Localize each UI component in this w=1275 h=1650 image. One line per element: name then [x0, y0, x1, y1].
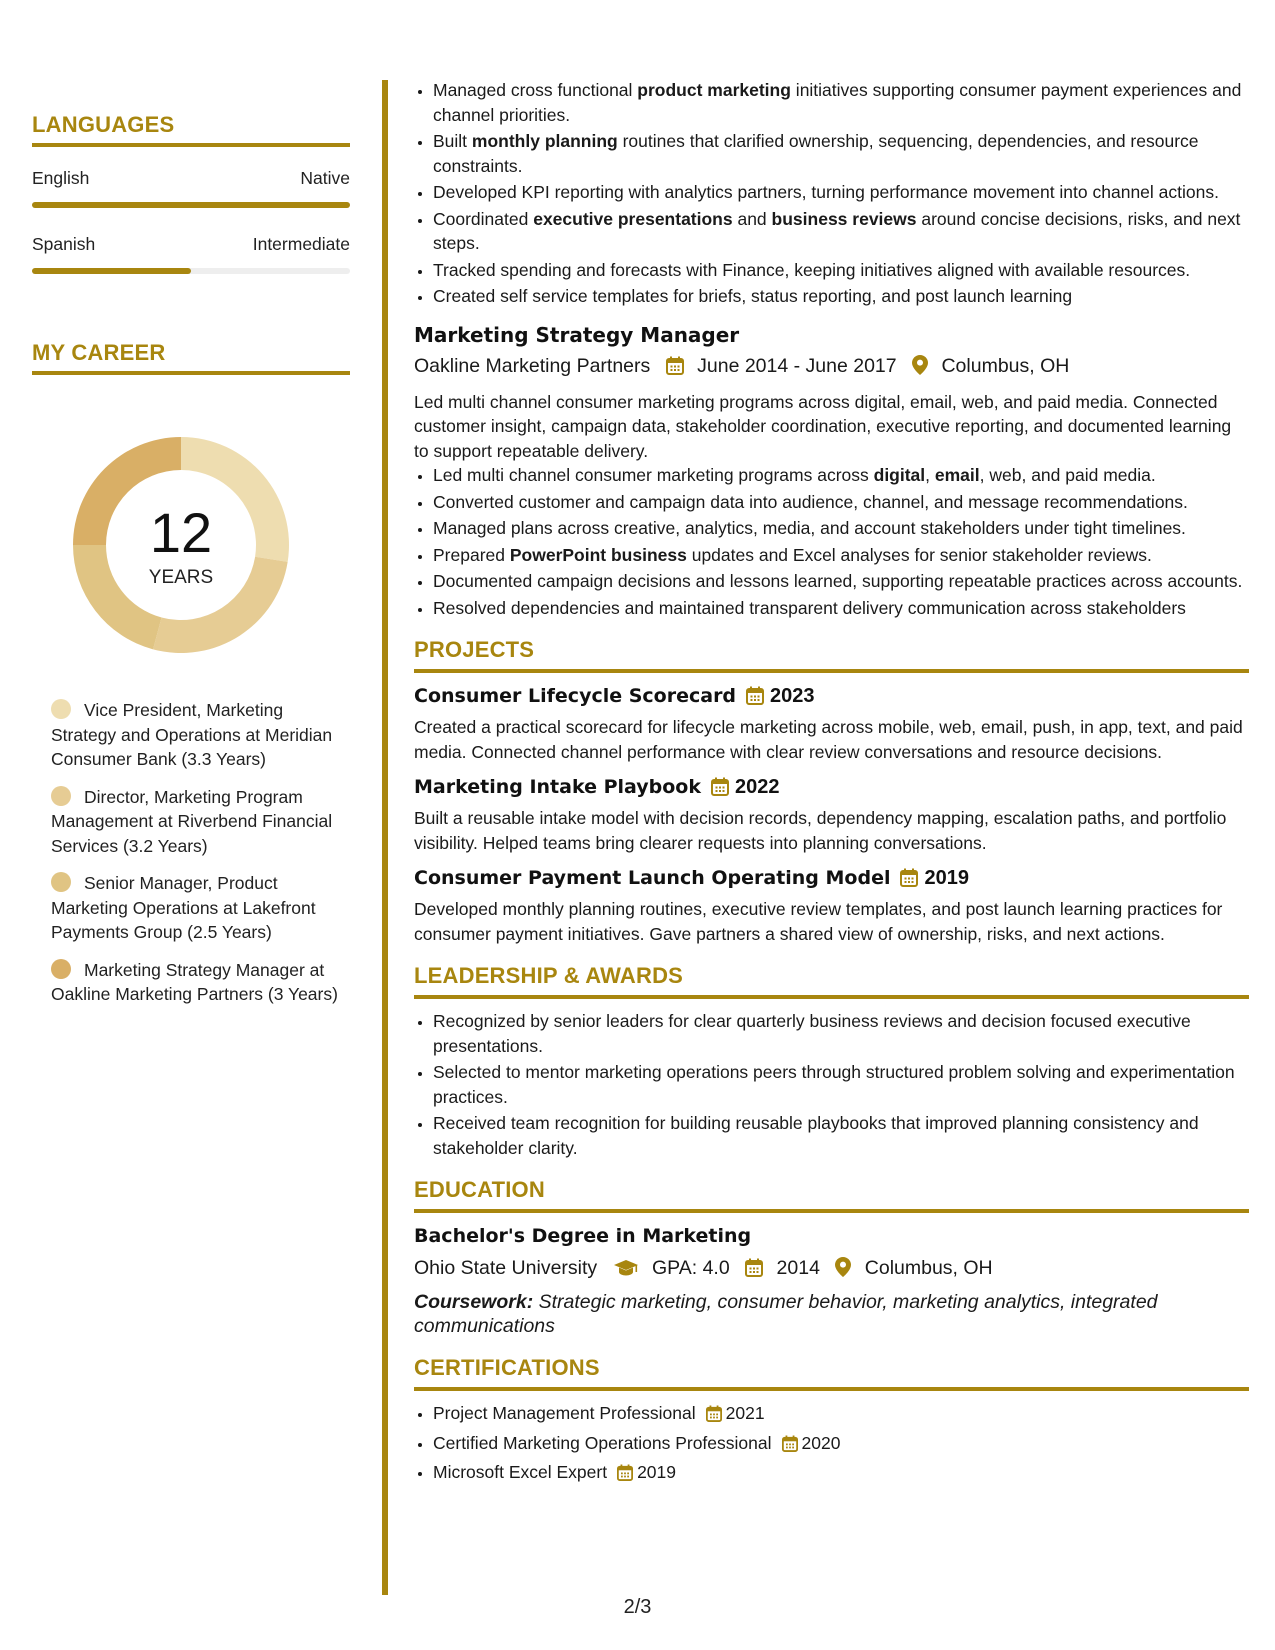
bullet-item: • Recognized by senior leaders for clear quarterly business reviews and decision focused executive presentations.	[433, 1009, 1249, 1058]
education-heading: EDUCATION	[414, 1176, 1249, 1213]
calendar-icon	[746, 686, 764, 712]
language-row-spanish	[32, 234, 350, 255]
projects-heading: PROJECTS	[414, 636, 1249, 673]
bullet-item: • Prepared PowerPoint business updates and Excel analyses for senior stakeholder reviews.	[433, 543, 1249, 568]
bullet-item: • Managed plans across creative, analytics, media, and account stakeholders under tight timelines.	[433, 516, 1249, 541]
certifications-heading: CERTIFICATIONS	[414, 1354, 1249, 1391]
languages-heading: LANGUAGES	[32, 112, 350, 147]
calendar-icon	[900, 868, 918, 894]
coursework-label: Coursework:	[414, 1291, 534, 1313]
gpa: GPA: 4.0	[652, 1257, 730, 1279]
graduation-year: 2014	[776, 1257, 820, 1279]
role-location: Columbus, OH	[941, 354, 1070, 377]
bullet-item: • Converted customer and campaign data into audience, channel, and message recommendations.	[433, 490, 1249, 515]
certification-name: Microsoft Excel Expert	[433, 1462, 608, 1482]
role-bullets	[414, 463, 1249, 620]
project-title-row	[414, 683, 1249, 712]
certification-name: Project Management Professional	[433, 1403, 696, 1423]
location-pin-icon	[835, 1257, 851, 1284]
graduation-cap-icon	[613, 1258, 639, 1284]
bullet-item: • Developed KPI reporting with analytics partners, turning performance movement into channel actions.	[433, 180, 1249, 205]
language-level: Intermediate	[252, 234, 350, 254]
calendar-icon	[711, 777, 729, 803]
career-legend-label: Vice President, Marketing Strategy and Operations at Meridian Consumer Bank (3.3 Years)	[51, 700, 333, 769]
bullet-item: • Resolved dependencies and maintained transparent delivery communication across stakeholders	[433, 596, 1249, 621]
project-description: Developed monthly planning routines, executive review templates, and post launch learning practices for consumer payment initiatives. Gave partners a shared view of ownership, risks, and next actions.	[414, 899, 1223, 944]
role-description: Led multi channel consumer marketing programs across digital, email, web, and paid media. Connected customer insight, campaign data, stakeholder coordination, executive reporting, and documented learning to support repeatable delivery.	[414, 391, 1232, 461]
language-bar-fill	[32, 268, 191, 274]
coursework	[414, 1290, 1249, 1338]
role-title: Marketing Strategy Manager	[414, 322, 740, 347]
legend-dot	[51, 959, 71, 979]
certification-item	[433, 1460, 1249, 1488]
certification-year: 2020	[801, 1432, 841, 1453]
project-description: Built a reusable intake model with decision records, dependency mapping, escalation paths, and portfolio visibility. Helped teams bring clearer requests into planning conversations.	[414, 808, 1227, 853]
calendar-icon	[666, 356, 684, 382]
certification-item	[433, 1431, 1249, 1459]
project-title: Consumer Lifecycle Scorecard	[414, 685, 737, 707]
page-number: 2/3	[623, 1596, 652, 1618]
bullet-item: • Managed cross functional product marketing initiatives supporting consumer payment experiences and channel priorities.	[433, 78, 1249, 127]
certification-name: Certified Marketing Operations Professional	[433, 1432, 772, 1453]
bullet-item: • Created self service templates for briefs, status reporting, and post launch learning	[433, 284, 1249, 309]
project-year: 2019	[924, 867, 969, 889]
certification-item	[433, 1401, 1249, 1429]
project-year: 2023	[770, 685, 815, 707]
education-location: Columbus, OH	[864, 1257, 993, 1279]
language-bar-english	[32, 202, 350, 208]
school-name: Ohio State University	[414, 1257, 598, 1279]
certification-year: 2019	[637, 1462, 677, 1482]
career-donut-chart	[66, 430, 296, 660]
legend-dot	[51, 872, 71, 892]
language-level: Native	[300, 168, 350, 188]
career-legend-item	[51, 958, 351, 1007]
project-title-row	[414, 865, 1249, 894]
calendar-icon	[706, 1404, 722, 1429]
certifications-list	[414, 1401, 1249, 1488]
project-year: 2022	[734, 776, 780, 798]
project-title: Consumer Payment Launch Operating Model	[414, 867, 891, 889]
bullet-item: • Tracked spending and forecasts with Finance, keeping initiatives aligned with available resources.	[433, 258, 1249, 283]
role-meta	[414, 353, 1249, 382]
prev-role-bullets	[414, 78, 1249, 309]
certification-year: 2021	[725, 1403, 765, 1423]
calendar-icon	[617, 1463, 633, 1488]
main-content	[414, 78, 1249, 1490]
career-legend-label: Marketing Strategy Manager at Oakline Marketing Partners (3 Years)	[51, 959, 338, 1004]
career-legend-label: Director, Marketing Program Management at Riverbend Financial Services (3.2 Years)	[51, 786, 333, 856]
role-dates: June 2014 - June 2017	[697, 354, 897, 377]
legend-dot	[51, 699, 71, 719]
degree-title: Bachelor's Degree in Marketing	[414, 1225, 752, 1247]
language-bar-spanish	[32, 268, 350, 274]
bullet-item: • Selected to mentor marketing operations peers through structured problem solving and experimentation practices.	[433, 1060, 1249, 1109]
project-title-row	[414, 774, 1249, 803]
column-divider	[382, 80, 388, 1595]
coursework-text: Strategic marketing, consumer behavior, marketing analytics, integrated communications	[414, 1291, 1158, 1337]
career-legend	[51, 698, 351, 1020]
leadership-heading: LEADERSHIP & AWARDS	[414, 962, 1249, 999]
leadership-bullets	[414, 1009, 1249, 1160]
bullet-item: • Received team recognition for building reusable playbooks that improved planning consistency and stakeholder clarity.	[433, 1111, 1249, 1160]
career-legend-item	[51, 871, 351, 945]
project-title: Marketing Intake Playbook	[414, 776, 701, 798]
career-legend-item	[51, 698, 351, 772]
bullet-item: • Coordinated executive presentations and business reviews around concise decisions, risks, and next steps.	[433, 207, 1249, 256]
career-heading: MY CAREER	[32, 340, 350, 375]
language-row-english	[32, 168, 350, 189]
language-name: Spanish	[32, 234, 96, 254]
calendar-icon	[745, 1258, 763, 1284]
calendar-icon	[782, 1434, 798, 1459]
bullet-item: • Built monthly planning routines that clarified ownership, sequencing, dependencies, and resource constraints.	[433, 129, 1249, 178]
career-total-number: 12	[149, 501, 213, 564]
bullet-item: • Led multi channel consumer marketing programs across digital, email, web, and paid media.	[433, 463, 1249, 488]
location-pin-icon	[912, 355, 928, 382]
career-legend-item	[51, 785, 351, 859]
education-meta	[414, 1255, 1249, 1284]
bullet-item: • Documented campaign decisions and lessons learned, supporting repeatable practices across accounts.	[433, 569, 1249, 594]
project-description: Created a practical scorecard for lifecycle marketing across mobile, web, email, push, in app, text, and paid media. Connected channel performance with clear review conversations and resource decisions.	[414, 717, 1243, 762]
role-company: Oakline Marketing Partners	[414, 354, 651, 377]
legend-dot	[51, 786, 71, 806]
career-total-unit: YEARS	[148, 567, 214, 588]
career-legend-label: Senior Manager, Product Marketing Operations at Lakefront Payments Group (2.5 Years)	[51, 873, 316, 942]
language-name: English	[32, 168, 90, 188]
language-bar-fill	[32, 202, 350, 208]
